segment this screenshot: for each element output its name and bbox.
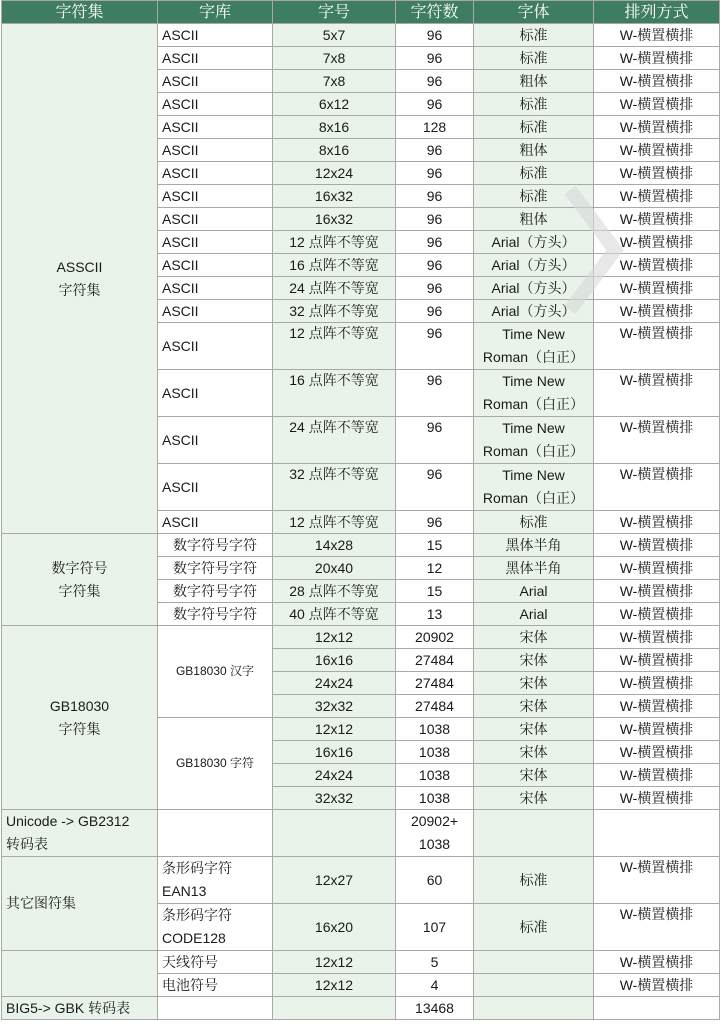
header-library: 字库 xyxy=(158,1,273,24)
layout-cell: W-横置横排 xyxy=(594,787,720,810)
layout-cell: W-横置横排 xyxy=(594,695,720,718)
layout-cell: W-横置横排 xyxy=(594,649,720,672)
count-cell: 1038 xyxy=(396,787,474,810)
size-cell: 16 点阵不等宽 xyxy=(273,254,396,277)
library-cell xyxy=(158,997,273,1020)
size-cell: 7x8 xyxy=(273,47,396,70)
count-cell: 60 xyxy=(396,857,474,904)
count-cell: 12 xyxy=(396,557,474,580)
library-cell: 数字符号字符 xyxy=(158,557,273,580)
count-cell: 13 xyxy=(396,603,474,626)
count-cell: 128 xyxy=(396,116,474,139)
layout-cell: W-横置横排 xyxy=(594,534,720,557)
count-cell: 96 xyxy=(396,417,474,464)
font-cell: 标准 xyxy=(474,93,594,116)
count-line: 1038 xyxy=(418,836,451,852)
count-cell: 20902 xyxy=(396,626,474,649)
library-cell: ASCII xyxy=(158,323,273,370)
size-cell: 12x12 xyxy=(273,718,396,741)
library-cell: ASCII xyxy=(158,417,273,464)
layout-cell: W-横置横排 xyxy=(594,93,720,116)
font-cell: 宋体 xyxy=(474,741,594,764)
header-char-count: 字符数 xyxy=(396,1,474,24)
count-cell: 4 xyxy=(396,974,474,997)
font-cell: 标准 xyxy=(474,857,594,904)
charset-digit-cell xyxy=(2,534,158,626)
library-cell: ASCII xyxy=(158,464,273,511)
library-gb18030-char: GB18030 字符 xyxy=(158,718,273,810)
count-cell: 96 xyxy=(396,464,474,511)
library-cell: 数字符号字符 xyxy=(158,580,273,603)
font-cell: 宋体 xyxy=(474,718,594,741)
count-cell: 1038 xyxy=(396,718,474,741)
size-cell: 16x32 xyxy=(273,208,396,231)
font-cell: 标准 xyxy=(474,116,594,139)
layout-cell: W-横置横排 xyxy=(594,277,720,300)
charset-other-cell: 其它图符集 xyxy=(2,857,158,951)
count-cell: 96 xyxy=(396,47,474,70)
layout-cell: W-横置横排 xyxy=(594,323,720,370)
table-row xyxy=(2,810,720,857)
count-cell: 96 xyxy=(396,93,474,116)
font-cell: Arial（方头） xyxy=(474,231,594,254)
library-cell: ASCII xyxy=(158,47,273,70)
size-cell: 8x16 xyxy=(273,116,396,139)
layout-cell: W-横置横排 xyxy=(594,417,720,464)
count-cell: 96 xyxy=(396,185,474,208)
charset-label: GB18030 xyxy=(49,697,110,714)
layout-cell: W-横置横排 xyxy=(594,764,720,787)
font-cell xyxy=(474,810,594,857)
layout-cell: W-横置横排 xyxy=(594,370,720,417)
library-cell: 数字符号字符 xyxy=(158,534,273,557)
charset-label: 字符集 xyxy=(58,281,101,298)
table-row xyxy=(2,997,720,1020)
charset-gb18030-cell xyxy=(2,626,158,810)
table-row xyxy=(2,857,720,904)
header-font-size: 字号 xyxy=(273,1,396,24)
font-cell: 标准 xyxy=(474,162,594,185)
header-font-face: 字体 xyxy=(474,1,594,24)
font-cell: Arial xyxy=(474,580,594,603)
size-cell: 24x24 xyxy=(273,764,396,787)
size-cell: 5x7 xyxy=(273,24,396,47)
font-cell xyxy=(474,370,594,417)
font-cell: 宋体 xyxy=(474,649,594,672)
charset-label: ASSCII xyxy=(56,258,103,275)
layout-cell: W-横置横排 xyxy=(594,951,720,974)
count-cell: 96 xyxy=(396,323,474,370)
table-row xyxy=(2,534,720,557)
library-cell: ASCII xyxy=(158,116,273,139)
font-cell: 粗体 xyxy=(474,139,594,162)
library-cell: ASCII xyxy=(158,277,273,300)
size-cell: 16x32 xyxy=(273,185,396,208)
layout-cell: W-横置横排 xyxy=(594,208,720,231)
count-cell: 27484 xyxy=(396,672,474,695)
font-cell: 标准 xyxy=(474,24,594,47)
font-line: Time New xyxy=(502,326,565,342)
library-cell: ASCII xyxy=(158,511,273,534)
layout-cell: W-横置横排 xyxy=(594,718,720,741)
library-cell: ASCII xyxy=(158,162,273,185)
count-cell: 96 xyxy=(396,511,474,534)
count-cell: 15 xyxy=(396,534,474,557)
font-cell: 粗体 xyxy=(474,208,594,231)
size-cell: 14x28 xyxy=(273,534,396,557)
font-cell: 标准 xyxy=(474,904,594,951)
font-line: Time New xyxy=(502,420,565,436)
size-cell: 6x12 xyxy=(273,93,396,116)
font-cell: Arial xyxy=(474,603,594,626)
size-cell: 32x32 xyxy=(273,787,396,810)
charset-unicode-cell xyxy=(2,810,158,857)
table-row xyxy=(2,626,720,649)
layout-cell: W-横置横排 xyxy=(594,626,720,649)
font-cell: 粗体 xyxy=(474,70,594,93)
font-cell xyxy=(474,464,594,511)
library-cell: ASCII xyxy=(158,70,273,93)
layout-cell: W-横置横排 xyxy=(594,254,720,277)
charset-label: 转码表 xyxy=(6,836,48,852)
size-cell: 7x8 xyxy=(273,70,396,93)
size-cell: 28 点阵不等宽 xyxy=(273,580,396,603)
font-line: Roman（白正） xyxy=(482,396,585,412)
font-line: Time New xyxy=(502,373,565,389)
font-cell: 宋体 xyxy=(474,626,594,649)
font-line: Roman（白正） xyxy=(482,490,585,506)
charset-label: 数字符号 xyxy=(51,559,108,576)
size-cell: 16x16 xyxy=(273,649,396,672)
size-cell xyxy=(273,810,396,857)
size-cell: 24x24 xyxy=(273,672,396,695)
layout-cell: W-横置横排 xyxy=(594,603,720,626)
size-cell: 24 点阵不等宽 xyxy=(273,417,396,464)
size-cell: 12x12 xyxy=(273,951,396,974)
font-cell: Arial（方头） xyxy=(474,277,594,300)
font-cell: 黑体半角 xyxy=(474,557,594,580)
table-row xyxy=(2,24,720,47)
font-cell: 黑体半角 xyxy=(474,534,594,557)
size-cell: 12 点阵不等宽 xyxy=(273,231,396,254)
library-line: CODE128 xyxy=(162,930,226,946)
count-line: 20902+ xyxy=(410,813,459,829)
font-line: Time New xyxy=(502,467,565,483)
size-cell xyxy=(273,997,396,1020)
layout-cell: W-横置横排 xyxy=(594,139,720,162)
library-cell: 天线符号 xyxy=(158,951,273,974)
charset-label: 字符集 xyxy=(58,582,101,599)
layout-cell: W-横置横排 xyxy=(594,300,720,323)
count-cell: 96 xyxy=(396,162,474,185)
library-cell: ASCII xyxy=(158,185,273,208)
count-cell: 1038 xyxy=(396,741,474,764)
layout-cell xyxy=(594,810,720,857)
charset-label: 字符集 xyxy=(58,720,101,737)
font-cell: 标准 xyxy=(474,185,594,208)
count-cell: 96 xyxy=(396,208,474,231)
count-cell: 96 xyxy=(396,370,474,417)
font-cell xyxy=(474,417,594,464)
table-row xyxy=(2,951,720,974)
count-cell: 13468 xyxy=(396,997,474,1020)
library-cell: ASCII xyxy=(158,254,273,277)
size-cell: 16x16 xyxy=(273,741,396,764)
count-cell: 96 xyxy=(396,254,474,277)
font-cell xyxy=(474,323,594,370)
layout-cell: W-横置横排 xyxy=(594,24,720,47)
library-cell: ASCII xyxy=(158,231,273,254)
charset-label: Unicode -> GB2312 xyxy=(6,813,130,829)
library-cell: 电池符号 xyxy=(158,974,273,997)
count-cell: 27484 xyxy=(396,695,474,718)
font-cell: Arial（方头） xyxy=(474,300,594,323)
library-line: EAN13 xyxy=(162,883,207,899)
size-cell: 12 点阵不等宽 xyxy=(273,323,396,370)
size-cell: 32 点阵不等宽 xyxy=(273,300,396,323)
library-line: 条形码字符 xyxy=(162,860,232,876)
library-line: 条形码字符 xyxy=(162,907,232,923)
charset-big5-cell: BIG5-> GBK 转码表 xyxy=(2,997,158,1020)
count-cell: 96 xyxy=(396,300,474,323)
font-cell xyxy=(474,997,594,1020)
layout-cell: W-横置横排 xyxy=(594,557,720,580)
layout-cell: W-横置横排 xyxy=(594,185,720,208)
library-cell: ASCII xyxy=(158,24,273,47)
size-cell: 32 点阵不等宽 xyxy=(273,464,396,511)
size-cell: 20x40 xyxy=(273,557,396,580)
header-row xyxy=(2,1,720,24)
font-cell: 宋体 xyxy=(474,787,594,810)
layout-cell xyxy=(594,997,720,1020)
font-line: Roman（白正） xyxy=(482,443,585,459)
layout-cell: W-横置横排 xyxy=(594,904,720,951)
font-library-table xyxy=(1,0,720,1020)
charset-ascii-cell xyxy=(2,24,158,534)
layout-cell: W-横置横排 xyxy=(594,162,720,185)
library-cell xyxy=(158,904,273,951)
font-cell: 标准 xyxy=(474,47,594,70)
layout-cell: W-横置横排 xyxy=(594,857,720,904)
count-cell: 96 xyxy=(396,24,474,47)
count-cell: 96 xyxy=(396,70,474,93)
size-cell: 8x16 xyxy=(273,139,396,162)
font-cell: Arial（方头） xyxy=(474,254,594,277)
size-cell: 16 点阵不等宽 xyxy=(273,370,396,417)
charset-symbol-cell xyxy=(2,951,158,997)
count-cell: 15 xyxy=(396,580,474,603)
size-cell: 24 点阵不等宽 xyxy=(273,277,396,300)
count-cell: 96 xyxy=(396,139,474,162)
count-cell: 5 xyxy=(396,951,474,974)
font-cell: 宋体 xyxy=(474,672,594,695)
font-cell: 宋体 xyxy=(474,764,594,787)
header-charset: 字符集 xyxy=(2,1,158,24)
library-gb18030-hanzi: GB18030 汉字 xyxy=(158,626,273,718)
size-cell: 16x20 xyxy=(273,904,396,951)
library-cell: ASCII xyxy=(158,93,273,116)
size-cell: 40 点阵不等宽 xyxy=(273,603,396,626)
library-cell: ASCII xyxy=(158,208,273,231)
layout-cell: W-横置横排 xyxy=(594,511,720,534)
font-cell xyxy=(474,951,594,974)
layout-cell: W-横置横排 xyxy=(594,580,720,603)
font-line: Roman（白正） xyxy=(482,349,585,365)
header-layout: 排列方式 xyxy=(594,1,720,24)
layout-cell: W-横置横排 xyxy=(594,464,720,511)
count-cell: 96 xyxy=(396,231,474,254)
library-cell: ASCII xyxy=(158,370,273,417)
layout-cell: W-横置横排 xyxy=(594,741,720,764)
library-cell xyxy=(158,810,273,857)
size-cell: 12x24 xyxy=(273,162,396,185)
count-cell: 1038 xyxy=(396,764,474,787)
size-cell: 32x32 xyxy=(273,695,396,718)
count-cell: 96 xyxy=(396,277,474,300)
font-cell: 标准 xyxy=(474,511,594,534)
count-cell xyxy=(396,810,474,857)
layout-cell: W-横置横排 xyxy=(594,47,720,70)
font-cell: 宋体 xyxy=(474,695,594,718)
size-cell: 12x12 xyxy=(273,974,396,997)
layout-cell: W-横置横排 xyxy=(594,116,720,139)
layout-cell: W-横置横排 xyxy=(594,70,720,93)
count-cell: 27484 xyxy=(396,649,474,672)
count-cell: 107 xyxy=(396,904,474,951)
layout-cell: W-横置横排 xyxy=(594,231,720,254)
size-cell: 12 点阵不等宽 xyxy=(273,511,396,534)
font-cell xyxy=(474,974,594,997)
layout-cell: W-横置横排 xyxy=(594,672,720,695)
library-cell: ASCII xyxy=(158,300,273,323)
size-cell: 12x12 xyxy=(273,626,396,649)
library-cell: 数字符号字符 xyxy=(158,603,273,626)
library-cell: ASCII xyxy=(158,139,273,162)
library-cell xyxy=(158,857,273,904)
layout-cell: W-横置横排 xyxy=(594,974,720,997)
size-cell: 12x27 xyxy=(273,857,396,904)
